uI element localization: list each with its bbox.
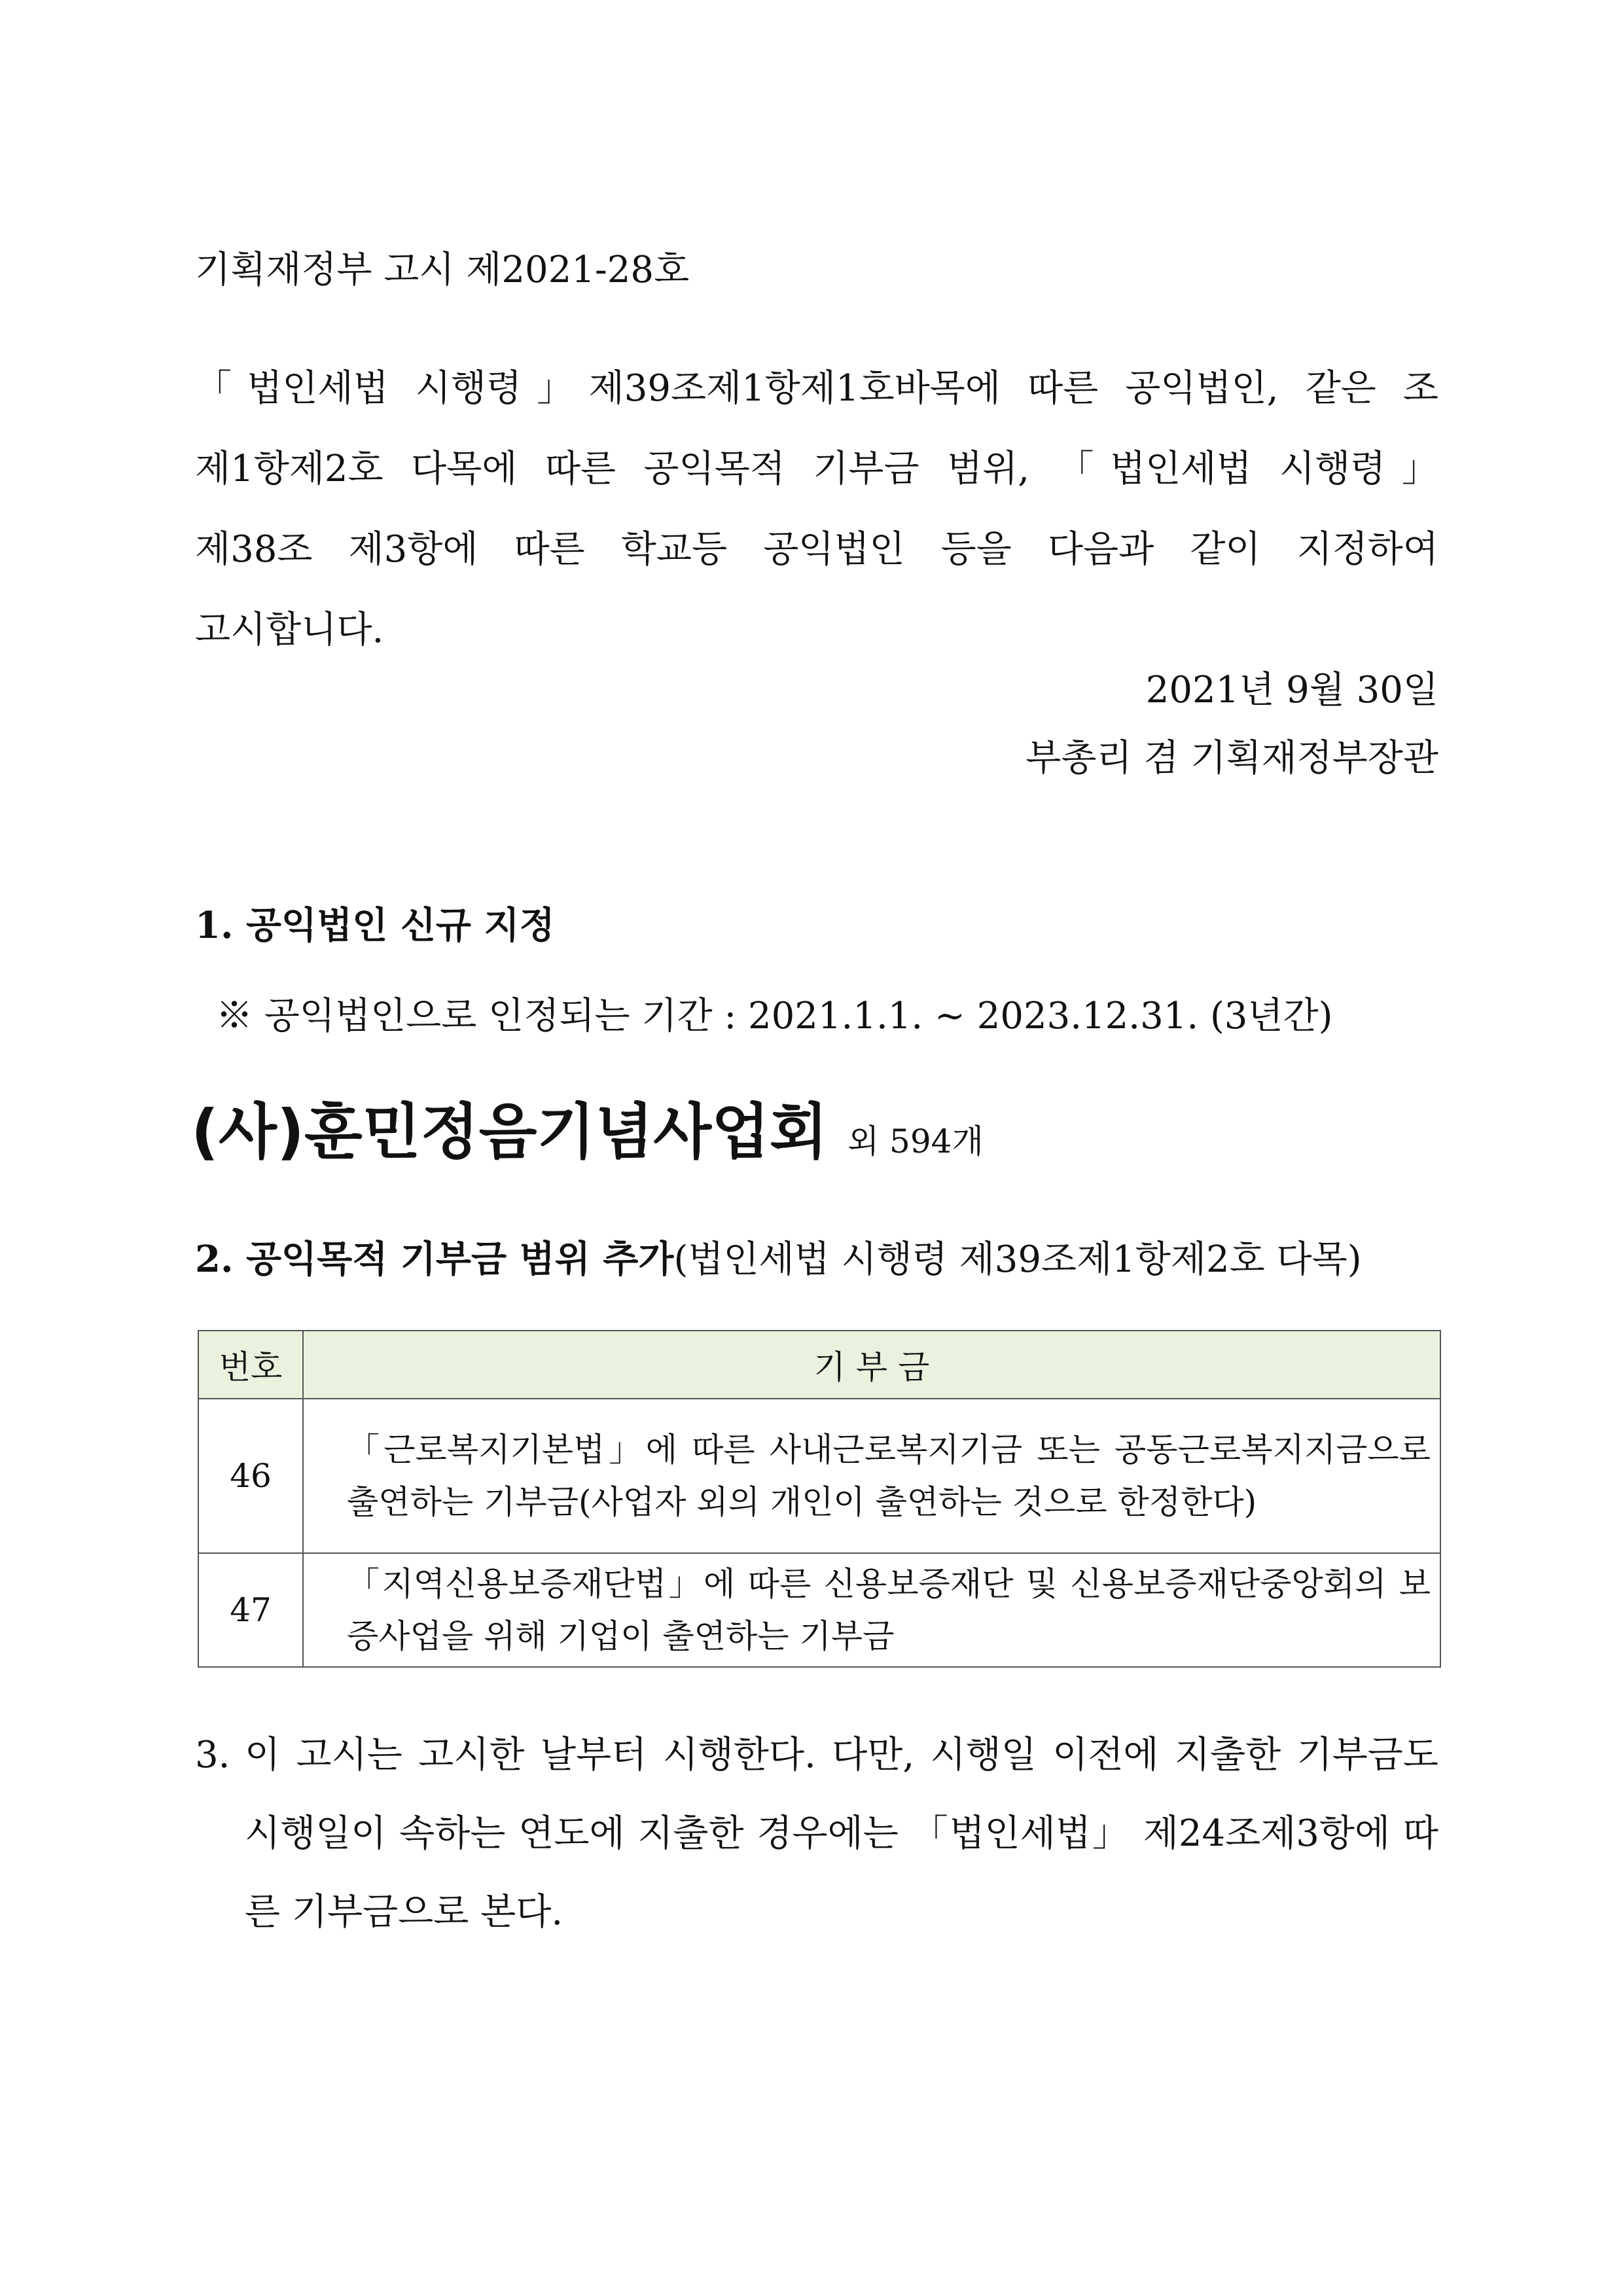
table-row	[198, 1553, 1440, 1667]
section2-heading-ref: (법인세법 시행령 제39조제1항제2호 다목)	[673, 1238, 1362, 1281]
intro-paragraph	[195, 348, 1438, 670]
intro-line: 고시합니다.	[195, 609, 384, 651]
signer: 부총리 겸 기획재정부장관	[1026, 737, 1438, 780]
notice-date: 2021년 9월 30일	[1145, 669, 1438, 711]
row-text: 「근로복지기본법」에 따른 사내근로복지기금 또는 공동근로복지지금으로 출연하는 기부금(사업자 외의 개인이 출연하는 것으로 한정한다)	[303, 1399, 1440, 1553]
section3-number: 3.	[195, 1734, 230, 1776]
section1-heading: 1. 공익법인 신규 지정	[195, 904, 555, 947]
organization-name	[191, 1084, 984, 1170]
section3-text: 이 고시는 고시한 날부터 시행한다. 다만, 시행일 이전에 지출한 기부금도 시행일이 속하는 연도에 지출한 경우에는 「법인세법」 제24조제3항에 따른 기부금으로 본다.	[245, 1734, 1438, 1933]
intro-line: 제1항제2호 다목에 따른 공익목적 기부금 범위, 「법인세법 시행령」	[195, 448, 1438, 490]
donation-table	[198, 1330, 1441, 1668]
organization-count: 외 594개	[847, 1122, 984, 1160]
period-note: ※ 공익법인으로 인정되는 기간 : 2021.1.1. ~ 2023.12.31. (3년간)	[216, 995, 1333, 1037]
column-header-number: 번호	[198, 1331, 303, 1399]
row-text: 「지역신용보증재단법」에 따른 신용보증재단 및 신용보증재단중앙회의 보증사업을 위해 기업이 출연하는 기부금	[303, 1553, 1440, 1667]
intro-line: 「법인세법 시행령」제39조제1항제1호바목에 따른 공익법인, 같은 조	[195, 367, 1438, 410]
row-number: 47	[198, 1553, 303, 1667]
organization-name-text: (사)훈민정음기념사업회	[191, 1097, 828, 1167]
section2-heading-bold: 2. 공익목적 기부금 범위 추가	[195, 1238, 674, 1281]
table-row	[198, 1399, 1440, 1553]
section2-heading	[195, 1230, 1362, 1283]
column-header-donation: 기 부 금	[303, 1331, 1440, 1399]
section3-paragraph	[195, 1716, 1438, 1952]
intro-line: 제38조 제3항에 따른 학교등 공익법인 등을 다음과 같이 지정하여	[195, 528, 1438, 571]
notice-number: 기획재정부 고시 제2021-28호	[195, 249, 690, 291]
row-number: 46	[198, 1399, 303, 1553]
table-header-row	[198, 1331, 1440, 1399]
